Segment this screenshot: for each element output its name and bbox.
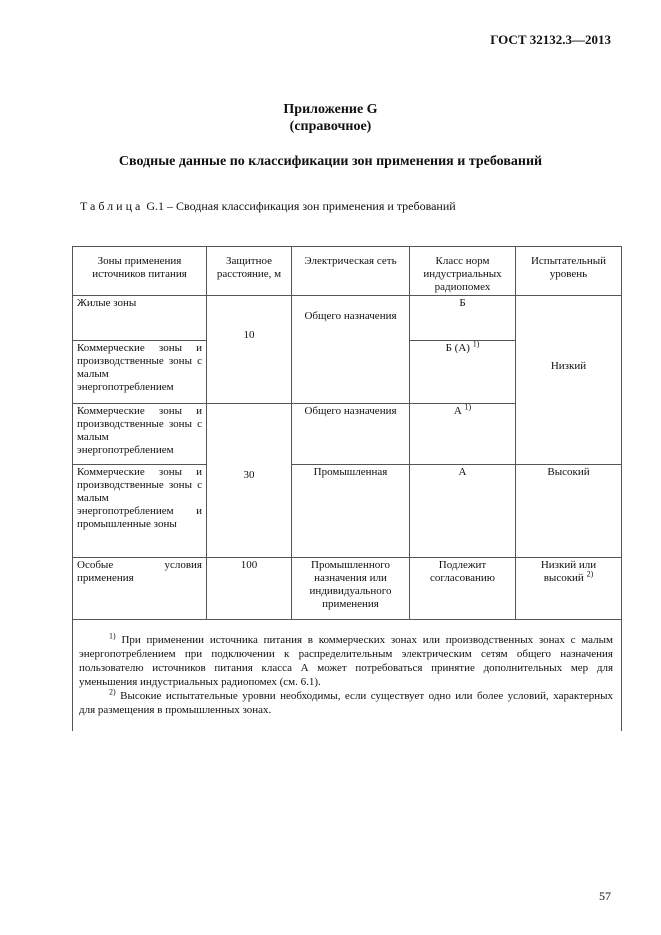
distance-cell: 100 <box>207 558 292 620</box>
class-value: А <box>453 405 462 417</box>
network-cell: Общего назначения <box>292 404 410 465</box>
zone-cell: Особые условия применения <box>73 558 207 620</box>
table-row <box>73 465 622 558</box>
network-cell: Общего назначения <box>292 296 410 404</box>
level-cell <box>516 558 622 620</box>
table-caption-number: G.1 <box>146 199 164 213</box>
class-cell <box>410 341 516 404</box>
class-cell: Подлежит согласованию <box>410 558 516 620</box>
class-value: Б (А) <box>445 342 470 354</box>
table-notes <box>73 620 622 732</box>
zone-cell: Жилые зоны <box>73 296 207 341</box>
footnote-ref: 1) <box>472 339 480 349</box>
table-caption-word: Таблица <box>80 199 144 213</box>
footnote-ref: 1) <box>464 402 472 412</box>
footnote-text: Высокие испытательные уровни необходимы, если существует одно или более условий, характерных для размещения в промышленных зонах. <box>79 690 613 716</box>
footnote-marker: 2) <box>109 687 116 697</box>
main-title: Сводные данные по классификации зон применения и требований <box>118 154 543 169</box>
distance-cell: 10 <box>207 296 292 404</box>
classification-table <box>72 246 622 731</box>
table-row <box>73 296 622 341</box>
level-cell: Высокий <box>516 465 622 558</box>
table-row <box>73 558 622 620</box>
header-network: Электрическая сеть <box>292 247 410 296</box>
level-value: Низкий или высокий <box>540 559 597 584</box>
header-class: Класс норм индустриальных радиопомех <box>410 247 516 296</box>
footnote-marker: 1) <box>109 631 116 641</box>
table-header-row <box>73 247 622 296</box>
table-caption <box>80 199 456 214</box>
header-distance: Защитное расстояние, м <box>207 247 292 296</box>
header-level: Испытательный уровень <box>516 247 622 296</box>
network-cell: Промышленная <box>292 465 410 558</box>
table-caption-text: – Сводная классификация зон применения и требований <box>167 199 456 213</box>
standard-code: ГОСТ 32132.3—2013 <box>490 32 611 47</box>
footnote-2 <box>79 689 613 717</box>
distance-cell: 30 <box>207 404 292 558</box>
appendix-type: (справочное) <box>289 119 372 134</box>
network-cell: Промышленного назначения или индивидуального применения <box>292 558 410 620</box>
level-cell: Низкий <box>516 296 622 465</box>
zone-cell: Коммерческие зоны и производственные зоны с малым энергопотреблением <box>73 404 207 465</box>
page-number: 57 <box>599 889 611 903</box>
zone-cell: Коммерческие зоны и производственные зоны с малым энергопотреблением и промышленные зоны <box>73 465 207 558</box>
class-cell: А <box>410 465 516 558</box>
class-cell: Б <box>410 296 516 341</box>
notes-row <box>73 620 622 732</box>
footnote-1 <box>79 633 613 689</box>
appendix-heading <box>0 101 661 135</box>
header-zones: Зоны применения источников питания <box>73 247 207 296</box>
footnote-text: При применении источника питания в коммерческих зонах или производственных зонах с малым энергопотреблением при подключении к распределительным электрическим сетям общего назначения пользователю источников питания класса А может потребоваться принятие дополнительных мер для уменьшения индустриальных радиопомех (см. 6.1). <box>79 634 613 688</box>
appendix-title: Приложение G <box>283 102 378 117</box>
zone-cell: Коммерческие зоны и производственные зоны с малым энергопотреблением <box>73 341 207 404</box>
class-cell <box>410 404 516 465</box>
footnote-ref: 2) <box>586 569 594 579</box>
